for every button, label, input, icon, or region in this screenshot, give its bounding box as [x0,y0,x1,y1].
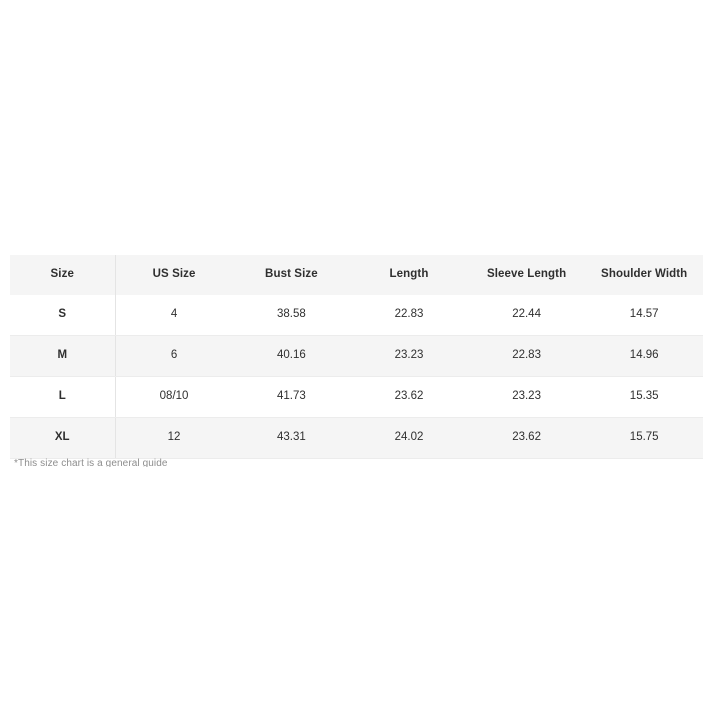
cell-size: L [10,377,115,418]
size-chart-container [10,255,703,459]
column-header-length: Length [350,255,468,295]
cell-us-size: 6 [115,336,233,377]
cell-sleeve-length: 23.62 [468,418,586,459]
cell-us-size: 08/10 [115,377,233,418]
cell-sleeve-length: 23.23 [468,377,586,418]
cell-bust-size: 41.73 [233,377,351,418]
cell-size: M [10,336,115,377]
size-chart-footnote: *This size chart is a general guide [14,458,168,467]
column-header-us-size: US Size [115,255,233,295]
table-row [10,336,703,377]
cell-size: XL [10,418,115,459]
cell-us-size: 12 [115,418,233,459]
column-header-sleeve-length: Sleeve Length [468,255,586,295]
cell-sleeve-length: 22.83 [468,336,586,377]
cell-shoulder-width: 14.96 [585,336,703,377]
cell-length: 23.62 [350,377,468,418]
cell-shoulder-width: 15.75 [585,418,703,459]
column-header-size: Size [10,255,115,295]
table-body [10,295,703,459]
cell-size: S [10,295,115,336]
table-row [10,418,703,459]
cell-length: 24.02 [350,418,468,459]
table-header [10,255,703,295]
cell-sleeve-length: 22.44 [468,295,586,336]
cell-bust-size: 40.16 [233,336,351,377]
cell-length: 23.23 [350,336,468,377]
table-header-row [10,255,703,295]
column-header-bust-size: Bust Size [233,255,351,295]
cell-bust-size: 43.31 [233,418,351,459]
table-row [10,295,703,336]
cell-shoulder-width: 14.57 [585,295,703,336]
cell-length: 22.83 [350,295,468,336]
cell-bust-size: 38.58 [233,295,351,336]
column-header-shoulder-width: Shoulder Width [585,255,703,295]
table-row [10,377,703,418]
cell-shoulder-width: 15.35 [585,377,703,418]
size-chart-table [10,255,703,459]
cell-us-size: 4 [115,295,233,336]
